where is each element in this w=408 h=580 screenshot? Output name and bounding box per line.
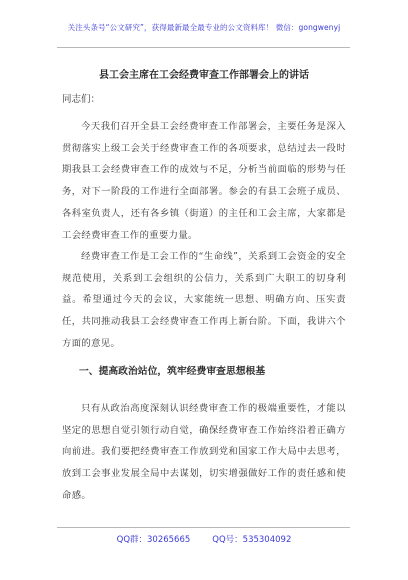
document-title: 县工会主席在工会经费审查工作部署会上的讲话 [99,70,309,81]
footer-qq-number: QQ号：535304092 [212,535,292,545]
paragraph-text: 只有从政治高度深刻认识经费审查工作的极端重要性，才能以坚定的思想自觉引领行动自觉，确保经费审查工作始终沿着正确方向前进。我们要把经费审查工作放到党和国家工作大局中去思考，放到工会事业发展全局中去谋划，切实增强做好工作的责任感和使命感。 [62,403,346,501]
body-paragraph [62,398,346,507]
footer [0,533,408,545]
salutation: 同志们： [62,94,101,105]
body-paragraph [62,246,346,355]
footer-qq-group: QQ群：30265665 [116,535,191,545]
paragraph-text: 经费审查工作是工会工作的“生命线”，关系到工会资金的安全规范使用，关系到工会组织的公信力，关系到广大职工的切身利益。希望通过今天的会议，大家能统一思想、明确方向、压实责任，共同推动我县工会经费审查工作再上新台阶。下面，我讲六个方面的意见。 [62,251,346,349]
section-heading: 一、提高政治站位，筑牢经费审查思想根基 [79,366,266,377]
body-paragraph [62,116,346,246]
header-banner: 关注头条号“公文研究”，获得最新最全最专业的公文资料库！ 微信：gongwenyj [67,23,341,32]
footer-divider [57,527,350,528]
header-divider [57,47,350,48]
paragraph-text: 今天我们召开全县工会经费审查工作部署会，主要任务是深入贯彻落实上级工会关于经费审查工作的各项要求，总结过去一段时期我县工会经费审查工作的成效与不足，分析当前面临的形势与任务，对下一阶段的工作进行全面部署。参会的有县工会班子成员、各科室负责人，还有各乡镇（街道）的主任和工会主席，大家都是工会经费审查工作的重要力量。 [62,121,346,241]
